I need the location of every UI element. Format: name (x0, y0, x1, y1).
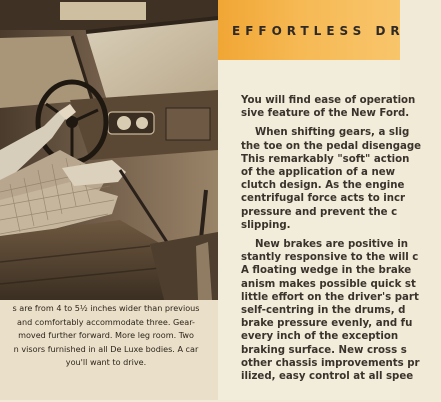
body-line: braking surface. New cross s (241, 344, 407, 356)
text-column (218, 0, 422, 400)
body-line: A floating wedge in the brake (241, 265, 412, 277)
body-line: slipping. (241, 219, 291, 231)
body-line: brake pressure evenly, and fu (241, 318, 413, 330)
paragraph-brakes (241, 238, 441, 383)
body-line: When shifting gears, a slig (255, 127, 410, 139)
body-line: the toe on the pedal disengage (241, 140, 422, 152)
paragraph-intro (241, 94, 441, 120)
section-title: EFFORTLESS DR (232, 24, 405, 38)
body-line: This remarkably "soft" action (241, 153, 410, 165)
section-banner (218, 0, 405, 60)
body-line: clutch design. As the engine (241, 180, 405, 192)
caption-line: moved further forward. More leg room. Two (18, 330, 194, 340)
caption-line: and comfortably accommodate three. Gear- (17, 316, 195, 327)
caption-line: you'll want to drive. (65, 357, 147, 367)
photo-caption (0, 302, 218, 402)
body-line: centrifugal force acts to incr (241, 193, 406, 205)
body-line: stantly responsive to the will c (241, 252, 419, 264)
body-line: every inch of the exception (241, 331, 399, 343)
body-line: of the application of a new (241, 167, 396, 179)
body-line: sive feature of the New Ford. (241, 108, 410, 120)
interior-illustration (0, 0, 218, 300)
caption-line: s are from 4 to 5½ inches wider than previous (12, 303, 200, 313)
body-line: little effort on the driver's part (241, 291, 419, 303)
car-interior-photo (0, 0, 218, 400)
body-line: ilized, easy control at all spee (241, 371, 414, 383)
body-line: self-centring in the drums, d (241, 305, 406, 317)
body-line: New brakes are positive in (255, 239, 409, 251)
body-text (241, 94, 441, 389)
body-line: anism makes possible quick st (241, 278, 416, 290)
body-line: You will find ease of operation (241, 95, 416, 106)
paragraph-clutch (241, 126, 441, 232)
caption-line: n visors furnished in all De Luxe bodies. A car (13, 343, 199, 354)
body-line: pressure and prevent the c (241, 206, 398, 218)
body-line: other chassis improvements pr (241, 357, 420, 369)
